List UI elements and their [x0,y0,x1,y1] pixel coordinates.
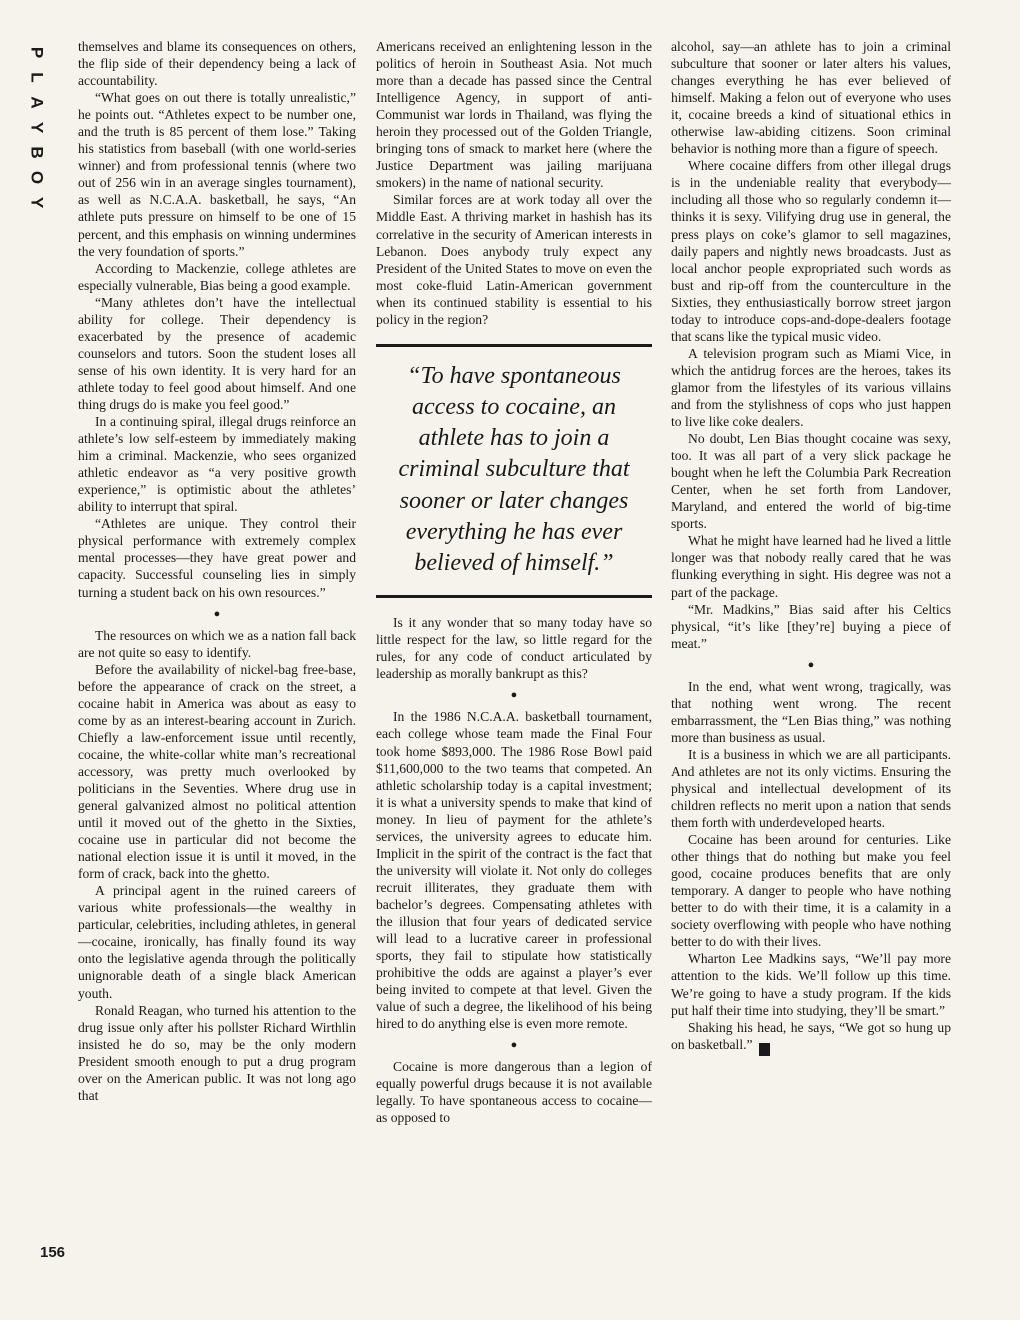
section-separator: ● [213,607,221,620]
paragraph: In the 1986 N.C.A.A. basketball tournament, each college whose team made the Final Four took home $893,000. The 1986 Rose Bowl paid $11,600,000 to the two teams that competed. An athletic scholarship today is a capital investment; it is what a university spends to make that kind of money. In lieu of payment for the athlete’s services, the university agrees to educate him. Implicit in the spirit of the contract is the fact that the university will violate it. Not only do colleges recruit illiterates, they graduate them with bachelor’s degrees. Compensating athletes with the illusion that four years of dedicated service will lead to a lucrative career in professional sports, they fail to stipulate how statistically prohibitive the odds are against a player’s ever being invited to compete at that level. Given the value of such a degree, the likelihood of his being hired to do anything else is even more remote. [376,709,652,1032]
paragraph: A television program such as Miami Vice, in which the antidrug forces are the heroes, takes its glamor from the lifestyles of its various villains and from the stylishness of cops who just happen to live like coke dealers. [671,345,951,430]
paragraph: “Many athletes don’t have the intellectual ability for college. Their dependency is exacerbated by the presence of academic counselors and tutors. Soon the student loses all sense of his own identity. It is very hard for an athlete today to feel good about himself. And one thing drugs do is make you feel good.” [78,294,356,412]
paragraph: Is it any wonder that so many today have so little respect for the law, so little regard for the rules, for any code of conduct articulated by leadership as morally bankrupt as this? [376,615,652,682]
paragraph: alcohol, say—an athlete has to join a criminal subculture that sooner or later alters his values, changes everything he has ever believed of himself. Making a felon out of everyone who uses it, cocaine breeds a kind of situational ethics in otherwise law-abiding citizens. Soon criminal behavior is nothing more than a figure of speech. [671,39,951,157]
paragraph: The resources on which we as a nation fall back are not quite so easy to identify. [78,627,356,660]
paragraph: Shaking his head, he says, “We got so hung up on basketball.” ♜ [671,1019,951,1054]
paragraph: “Mr. Madkins,” Bias said after his Celtics physical, “it’s like [they’re] buying a piece of meat.” [671,601,951,651]
running-head-letter: Y [27,196,47,209]
paragraph: It is a business in which we are all participants. And athletes are not its only victims. Ensuring the physical and intellectual development of its children reflects no merit upon a nation that sends them forth with underdeveloped hearts. [671,746,951,831]
paragraph: What he might have learned had he lived a little longer was that nobody really cared that he was flunking everything in sight. His degree was not a part of the package. [671,533,951,600]
running-head-letter: Y [27,121,47,134]
paragraph: themselves and blame its consequences on others, the flip side of their dependency being a lack of accountability. [78,39,356,89]
section-separator: ● [510,689,518,702]
paragraph: In a continuing spiral, illegal drugs reinforce an athlete’s low self-esteem by immediately making him a criminal. Mackenzie, who sees organized athletic endeavor as “a very positive growth experience,” is optimistic about the athletes’ ability to interrupt that spiral. [78,414,356,515]
paragraph: A principal agent in the ruined careers of various white professionals—the wealthy in particular, celebrities, including athletes, in general—cocaine, ironically, has finally found its way onto the legislative agenda through the politically unignorable death of a single black American youth. [78,883,357,1001]
column-2 [376,38,652,1126]
paragraph: In the end, what went wrong, tragically, was that nothing went wrong. The recent embarrassment, the “Len Bias thing,” was nothing more than business as usual. [671,678,951,745]
paragraph: “Athletes are unique. They control their physical performance with extremely complex mental processes—they have great power and capacity. Successful counseling lies in simply turning a student back on his own resources.” [78,516,356,600]
pull-quote: “To have spontaneous access to cocaine, an athlete has to join a criminal subculture that sooner or later changes everything he has ever believed of himself.” [376,344,652,598]
paragraph: Before the availability of nickel-bag free-base, before the appearance of crack on the street, a cocaine habit in America was about as easy to come by as an interest-bearing account in Zurich. Chiefly a law-enforcement issue until recently, cocaine, the white-collar white man’s recreational accessory, was pretty much overlooked by politicians in the Seventies. Where drug use in general galvanized almost no political attention until it moved out of the ghetto in the Sixties, cocaine use in particular did not become the national election issue it is until it moved, in the form of crack, back into the ghetto. [78,661,356,882]
end-mark-icon: ♜ [759,1043,770,1056]
section-separator: ● [510,1039,518,1052]
paragraph: Where cocaine differs from other illegal drugs is in the undeniable reality that everybody—including all those who so regularly condemn it—thinks it is sexy. Vilifying drug use in general, the press plays on coke’s glamor to sell magazines, daily papers and nightly news broadcasts. Just as local anchor people expropriated such words as bust and rip-off from the counterculture in the Sixties, they enthusiastically borrow street jargon today to introduce cops-and-dope-dealers footage that scans like the typical music video. [671,158,951,344]
running-head [22,40,52,215]
column-1 [78,38,356,1104]
paragraph: Cocaine is more dangerous than a legion of equally powerful drugs because it is not available legally. To have spontaneous access to cocaine—as opposed to [376,1059,652,1126]
page-number: 156 [40,1244,66,1261]
paragraph: “What goes on out there is totally unrealistic,” he points out. “Athletes expect to be number one, and the truth is 85 percent of them lose.” Taking his statistics from baseball (with one world-series winner) and from professional tennis (where two out of 256 win in an average singles tournament), as well as N.C.A.A. basketball, he says, “An athlete puts pressure on himself to be one of 15 percent, and this emphasis on winning undermines the very foundation of sports.” [78,90,356,259]
paragraph: Similar forces are at work today all over the Middle East. A thriving market in hashish has its correlative in the security of American interests in Lebanon. Does anybody truly expect any President of the United States to move on even the most coke-fluid Latin-American government when its continued stability is essential to his policy in the region? [376,192,652,327]
running-head-letter: O [27,170,47,185]
paragraph: According to Mackenzie, college athletes are especially vulnerable, Bias being a good example. [78,260,356,293]
running-head-letter: L [27,72,47,83]
paragraph: Ronald Reagan, who turned his attention to the drug issue only after his pollster Richard Wirthlin insisted he do so, may be the only modern President smooth enough to put a drug program over on the American public. It was not long ago that [78,1002,356,1103]
running-head-letter: B [27,146,47,159]
column-3 [671,38,951,1056]
section-separator: ● [807,658,815,671]
running-head-letter: A [27,96,47,109]
paragraph: No doubt, Len Bias thought cocaine was sexy, too. It was all part of a very slick package he bought when he left the Columbia Park Recreation Center, when he set forth from Landover, Maryland, and entered the world of big-time sports. [671,431,951,532]
paragraph: Americans received an enlightening lesson in the politics of heroin in Southeast Asia. Not much more than a decade has passed since the Central Intelligence Agency, in support of anti-Communist war lords in Thailand, was flying the heroin they processed out of the Golden Triangle, bringing tons of smack to market here (where the Justice Department was jailing marijuana smokers) in the name of national security. [376,39,652,191]
paragraph: Cocaine has been around for centuries. Like other things that do nothing but make you feel good, cocaine produces benefits that are only temporary. A danger to people who have nothing better to do with their time, it is a calamity in a society overflowing with people who have nothing better to do with their lives. [671,832,951,950]
paragraph: Wharton Lee Madkins says, “We’ll pay more attention to the kids. We’ll follow up this time. We’re going to have a study program. If the kids put half their time into studying, they’ll be smart.” [671,951,951,1018]
running-head-letter: P [27,46,47,59]
